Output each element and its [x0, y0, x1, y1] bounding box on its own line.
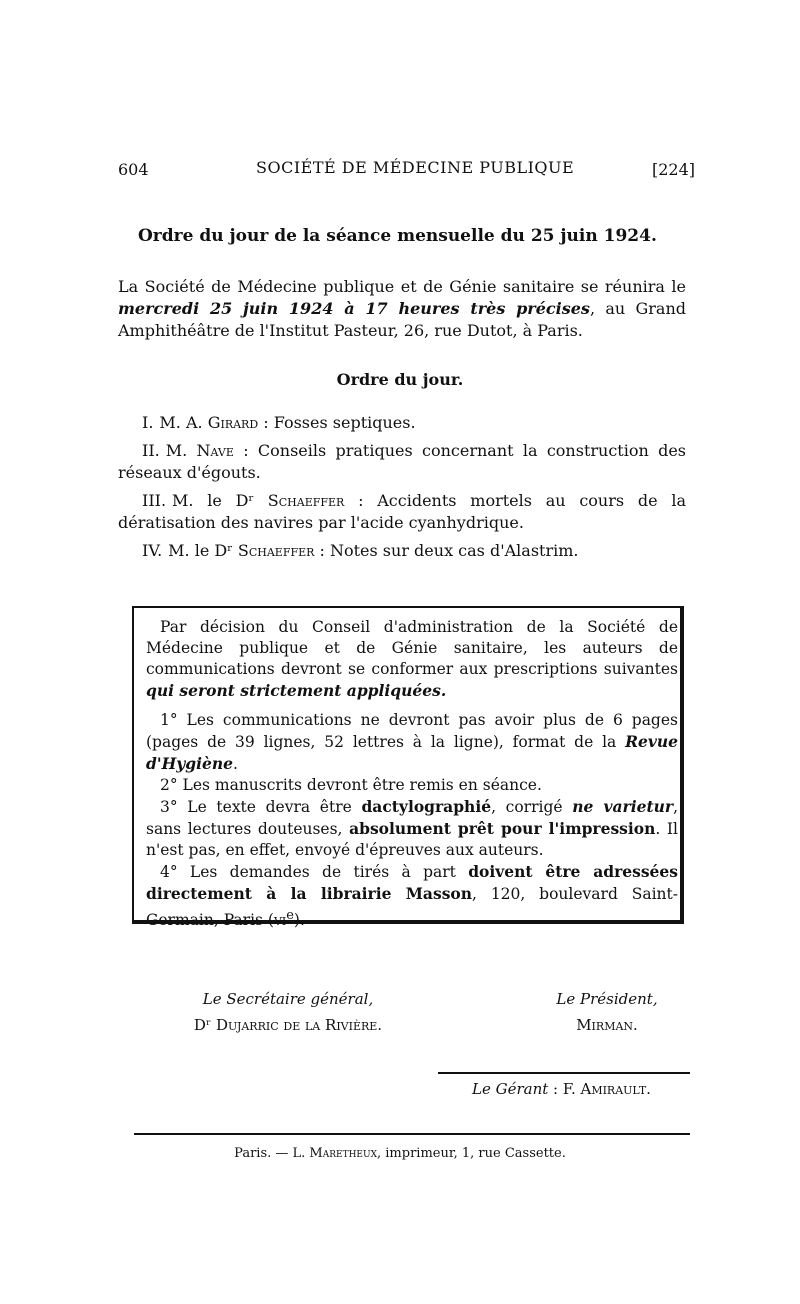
- signature-president: [522, 986, 692, 1038]
- agenda-item-name: Schaeffer: [267, 491, 345, 510]
- notice-rule-4-arrondissement: vi: [273, 911, 287, 930]
- agenda-item: [118, 440, 686, 484]
- colophon: [0, 1146, 800, 1161]
- gerant-line: [472, 1080, 651, 1098]
- colophon-city: Paris. — L.: [234, 1146, 310, 1161]
- colophon-printer: Maretheux: [309, 1146, 377, 1161]
- gerant-label: Le Gérant: [472, 1080, 549, 1098]
- notice-rule-4-text-b: , 120, boulevard Saint-Germain, Paris (: [146, 885, 678, 930]
- notice-rule-3-text-d: . Il n'est pas, en effet, envoyé d'épreuves aux auteurs.: [146, 820, 678, 859]
- agenda-item-text: : Accidents mortels au cours de la dératisation des navires par l'acide cyanhydrique.: [118, 491, 686, 532]
- agenda-item-number: III.: [142, 491, 167, 510]
- agenda-item-text: : Notes sur deux cas d'Alastrim.: [314, 541, 579, 560]
- agenda-item-text: : Conseils pratiques concernant la construction des réseaux d'égouts.: [118, 441, 686, 482]
- agenda-item-name: Nave: [196, 441, 234, 460]
- notice-intro-emphasis: qui seront strictement appliquées.: [146, 681, 447, 700]
- signature-secretary-name: Dujarric de la Rivière.: [215, 1016, 383, 1034]
- colophon-rule: [134, 1133, 690, 1135]
- gerant-name: Amirault.: [580, 1080, 651, 1098]
- notice-rule-4-text-a: 4° Les demandes de tirés à part: [160, 863, 469, 881]
- agenda-item-number: IV.: [142, 541, 163, 560]
- agenda-item: [118, 412, 686, 434]
- agenda-item: [118, 490, 686, 534]
- page-code: [224]: [652, 160, 696, 179]
- notice-rule-1: [146, 710, 678, 775]
- gerant-separator: : F.: [548, 1080, 581, 1098]
- running-head: SOCIÉTÉ DE MÉDECINE PUBLIQUE: [256, 158, 575, 177]
- agenda-item-speaker: M. le Dʳ: [172, 491, 268, 510]
- notice-intro: [146, 617, 678, 702]
- notice-intro-text: Par décision du Conseil d'administration de la Société de Médecine publique et de Génie sanitaire, les auteurs de communications devront se conformer aux prescriptions suivantes: [146, 618, 678, 678]
- notice-rule-1-end: .: [232, 755, 238, 773]
- notice-rule-3-bold-2: absolument prêt pour l'impression: [349, 819, 656, 838]
- agenda-item-name: Girard: [207, 413, 259, 432]
- signature-secretary-title: Le Secrétaire général,: [202, 990, 374, 1008]
- intro-text-2: , au Grand Amphithéâtre de l'Institut Pasteur, 26, rue Dutot, à Paris.: [118, 299, 686, 340]
- signature-secretary-prefix: Dʳ: [193, 1016, 216, 1034]
- agenda-item-number: II.: [142, 441, 160, 460]
- agenda-item: [118, 540, 686, 562]
- gerant-rule: [438, 1072, 690, 1074]
- page-title: Ordre du jour de la séance mensuelle du 25 juin 1924.: [138, 226, 657, 246]
- agenda-item-speaker: M.: [165, 441, 197, 460]
- colophon-rest: , imprimeur, 1, rue Cassette.: [377, 1146, 566, 1161]
- agenda-item-number: I.: [142, 413, 154, 432]
- notice-text: [146, 617, 678, 931]
- notice-rule-3-text-c: , sans lectures douteuses,: [146, 798, 678, 838]
- notice-rule-3-bold-1: dactylographié: [361, 797, 492, 816]
- intro-text-1: La Société de Médecine publique et de Génie sanitaire se réunira le: [118, 277, 686, 296]
- notice-rule-1-journal: Revue d'Hygiène: [146, 732, 678, 773]
- agenda-heading: Ordre du jour.: [336, 370, 464, 389]
- notice-rule-3-italic: ne varietur: [572, 797, 674, 816]
- intro-paragraph: [118, 276, 686, 342]
- notice-rule-4-sup: e: [286, 908, 294, 923]
- notice-rule-2-text: 2° Les manuscrits devront être remis en séance.: [160, 776, 542, 794]
- page-number: 604: [118, 160, 149, 179]
- agenda-item-speaker: M. le Dʳ: [168, 541, 238, 560]
- notice-rule-2: [146, 775, 678, 796]
- agenda-item-text: : Fosses septiques.: [258, 413, 416, 432]
- notice-rule-1-text: 1° Les communications ne devront pas avoir plus de 6 pages (pages de 39 lignes, 52 lettres à la ligne), format de la: [146, 711, 678, 751]
- agenda-item-name: Schaeffer: [237, 541, 315, 560]
- signature-secretary: [168, 986, 408, 1038]
- intro-emphasis: mercredi 25 juin 1924 à 17 heures très précises: [118, 299, 590, 318]
- notice-rule-4-text-c: ).: [293, 911, 305, 930]
- signature-president-name: Mirman.: [576, 1016, 638, 1034]
- agenda-item-speaker: M. A.: [159, 413, 208, 432]
- agenda-list: [118, 412, 686, 568]
- notice-rule-4-bold: doivent être adressées directement à la librairie Masson: [146, 862, 679, 903]
- notice-rule-3-text-a: 3° Le texte devra être: [160, 798, 362, 816]
- signature-president-title: Le Président,: [556, 990, 658, 1008]
- notice-rule-3: [146, 796, 678, 861]
- notice-rule-3-text-b: , corrigé: [491, 798, 573, 816]
- notice-rule-4: [146, 861, 678, 931]
